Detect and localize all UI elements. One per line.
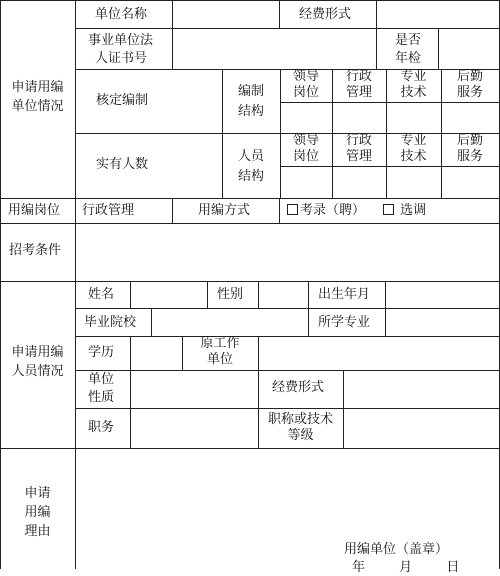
position-label: 用编岗位 [8,203,61,218]
rule [207,281,208,308]
annual-check-label: 是否 年检 [394,33,421,66]
exam-option-label: 考录（聘） [300,203,366,218]
rule [75,28,500,29]
category-logistics: 后勤 服务 [456,133,483,164]
unit-nature-label: 单位 性质 [88,372,115,405]
rule [280,166,500,167]
method-options [287,203,426,219]
category-administration: 行政 管理 [345,133,372,164]
rule [376,28,377,69]
reason-label: 申请 用编 理由 [24,486,51,539]
rule [130,370,131,448]
rule [172,0,173,28]
rule [385,308,386,336]
unit-name-label: 单位名称 [95,7,148,22]
education-label: 学历 [88,345,115,360]
category-technical: 专业 技术 [400,69,427,100]
rule [279,198,280,223]
transfer-checkbox[interactable] [383,204,394,215]
name-label: 姓名 [88,287,115,302]
rule [258,281,259,308]
category-technical: 专业 技术 [400,133,427,164]
rule [280,102,500,103]
rule [75,0,76,569]
rule [172,28,173,69]
rule [75,370,500,371]
rule [385,281,386,308]
date-line: 年 月 日 [352,560,460,575]
rule [343,370,344,448]
rule [130,336,131,370]
person-section-label: 申请用编 人员情况 [11,345,64,379]
category-administration: 行政 管理 [345,69,372,100]
gender-label: 性别 [217,287,244,302]
rule [279,0,280,28]
category-logistics: 后勤 服务 [456,69,483,100]
requirements-label: 招考条件 [9,243,62,258]
birth-label: 出生年月 [318,287,371,302]
former-unit-label: 原工作 单位 [200,336,240,367]
school-label: 毕业院校 [84,315,137,330]
major-label: 所学专业 [318,315,371,330]
stamp-label: 用编单位（盖章） [344,542,449,557]
person-funding-form-label: 经费形式 [272,380,325,395]
funding-form-label: 经费形式 [299,7,352,22]
rule [308,308,309,336]
rule [75,308,500,309]
rule [308,281,309,308]
rule [258,336,259,370]
unit-section-label: 申请用编 单位情况 [11,80,64,114]
job-label: 职务 [88,420,115,435]
exam-checkbox[interactable] [287,204,298,215]
category-leadership: 领导 岗位 [292,69,319,100]
category-leadership: 领导 岗位 [292,133,319,164]
rule [376,0,377,28]
rule [130,281,131,308]
staff-structure-label: 人员 结构 [237,149,264,184]
rule [172,198,173,223]
rule [75,336,500,337]
title-label: 职称或技术 等级 [267,412,333,443]
rule [75,408,500,409]
transfer-option-label: 选调 [400,203,427,218]
position-value: 行政管理 [82,203,135,218]
method-label: 用编方式 [198,203,251,218]
rule [438,28,439,69]
rule [151,308,152,336]
actual-count-label: 实有人数 [96,157,149,172]
approved-staff-label: 核定编制 [96,93,149,108]
establishment-structure-label: 编制 结构 [237,84,264,119]
legal-cert-label: 事业单位法 人证书号 [88,33,154,66]
